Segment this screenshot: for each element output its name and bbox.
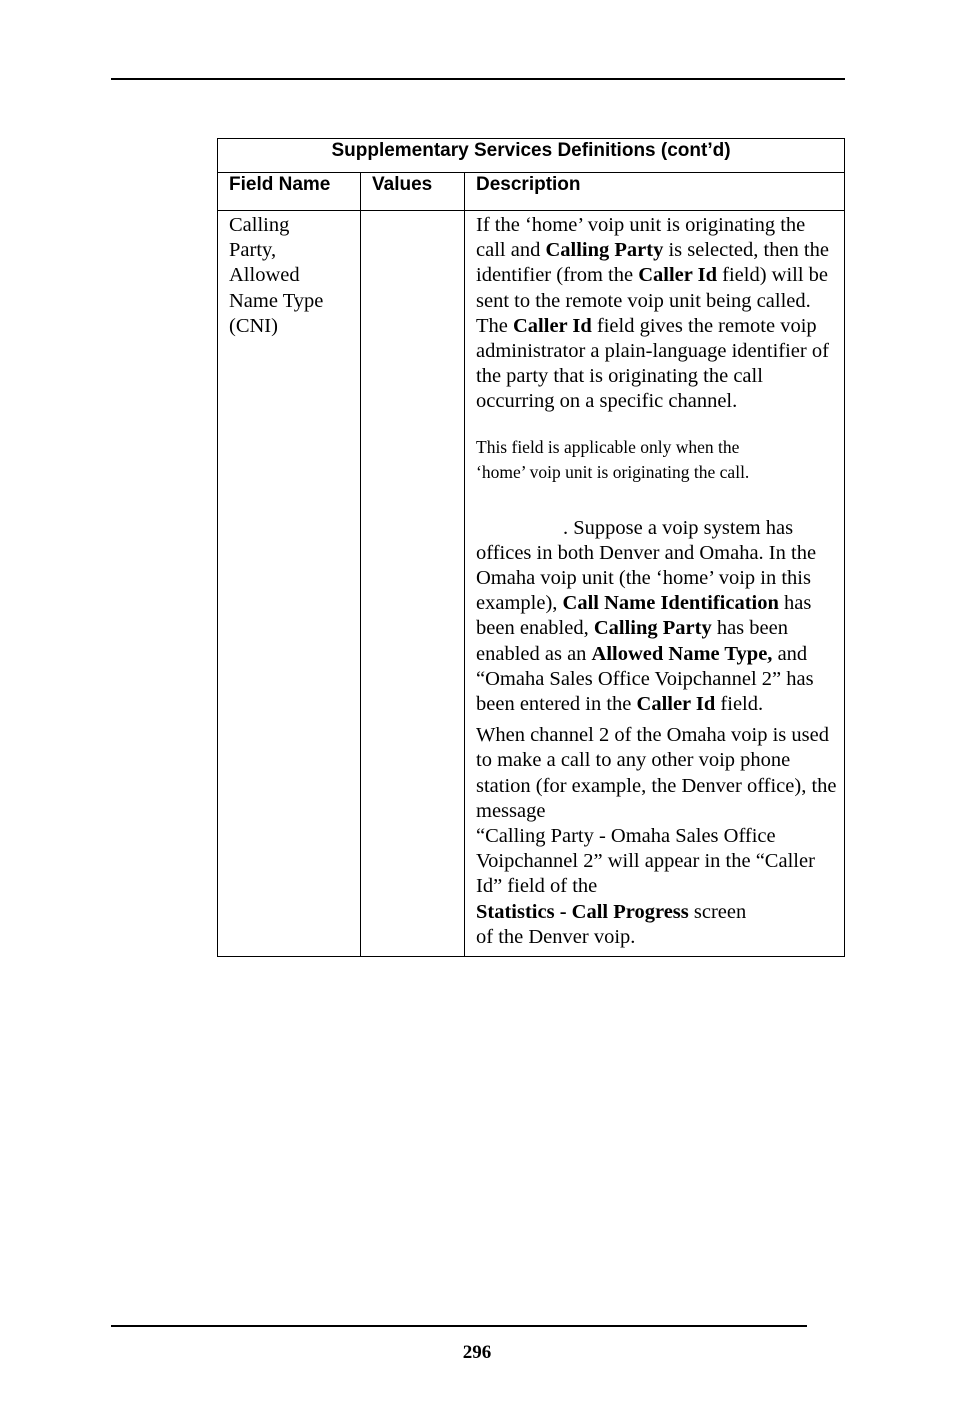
field-name-line: Calling [229, 214, 290, 236]
page-number: 296 [462, 1342, 492, 1363]
result-paragraph: When channel 2 of the Omaha voip is used to make a call to any other voip phone station (for example, the Denver office), the message “Calling Party - Omaha Sales Office Voipchannel 2” will appear in the “Caller Id” field of the Statistics - Call Progress screen of the Denver voip. [476, 724, 837, 948]
table-header-row [218, 173, 845, 211]
field-name-line: Allowed [229, 264, 300, 287]
field-name-line: (CNI) [229, 314, 278, 337]
table-title-row [218, 139, 845, 173]
field-name-line: Party, [229, 239, 277, 262]
header-description: Description [465, 173, 845, 211]
description-paragraph: If the ‘home’ voip unit is originating the call and Calling Party is selected, then the identifier (from the Caller Id field) will be sent to the remote voip unit being called. The Caller Id field gives the remote voip administrator a plain-language identifier of the party that is originating the call occurring on a specific channel. [476, 214, 829, 413]
header-values: Values [361, 173, 465, 211]
table-title: Supplementary Services Definitions (cont’d) [218, 139, 845, 173]
description-cell [465, 211, 845, 957]
table-row [218, 211, 845, 957]
header-field-name: Field Name [218, 173, 361, 211]
field-name-line: Name Type [229, 289, 324, 312]
applicability-note: This field is applicable only when the ‘home’ voip unit is originating the call. [476, 436, 750, 483]
values-cell [361, 211, 465, 957]
field-name-cell [218, 211, 361, 957]
bottom-rule [111, 1325, 807, 1327]
supplementary-services-table [217, 138, 845, 957]
top-rule [111, 78, 845, 80]
example-paragraph: . Suppose a voip system has offices in both Denver and Omaha. In the Omaha voip unit (the ‘home’ voip in this example), Call Name Identification has been enabled, Calling Party has been enabled as an Allowed Name Type, and “Omaha Sales Office Voipchannel 2” has been entered in the Caller Id field. [476, 516, 817, 716]
